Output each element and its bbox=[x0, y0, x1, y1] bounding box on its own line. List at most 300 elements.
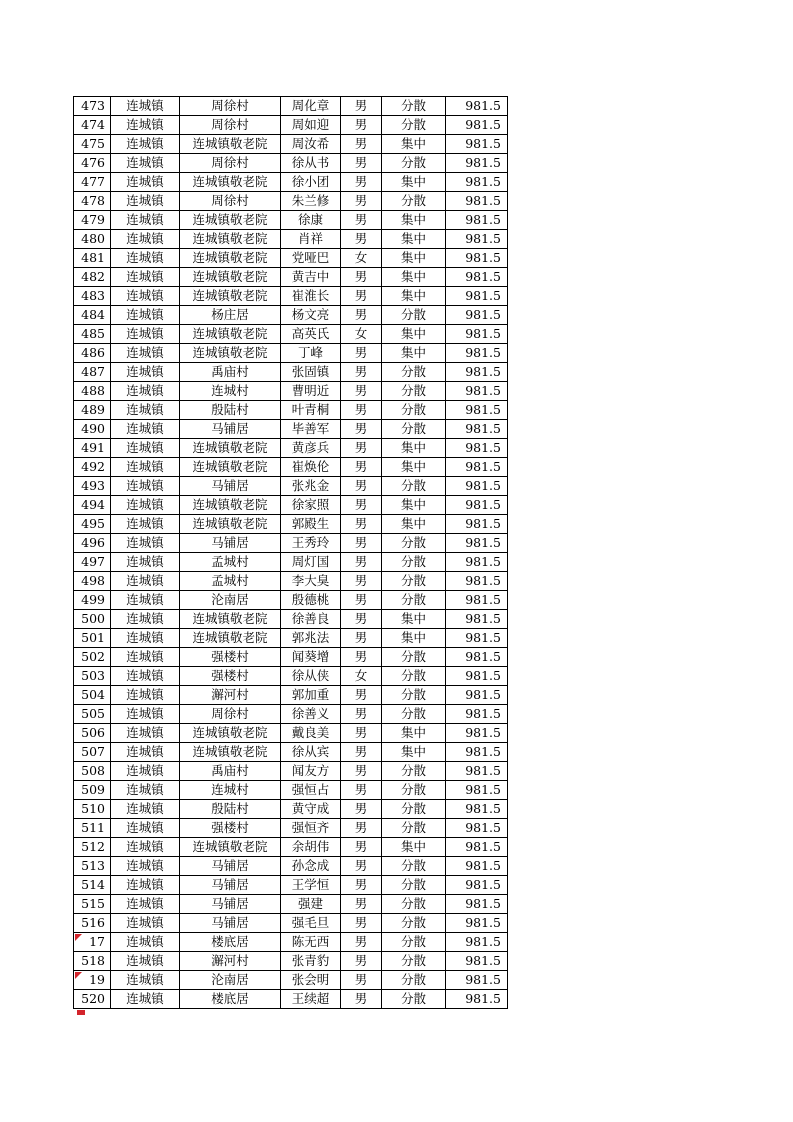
town-cell: 连城镇 bbox=[111, 116, 180, 135]
support-type-cell: 分散 bbox=[382, 781, 446, 800]
row-number: 509 bbox=[74, 781, 111, 800]
name-cell: 徐康 bbox=[281, 211, 341, 230]
town-cell: 连城镇 bbox=[111, 914, 180, 933]
name-cell: 叶青桐 bbox=[281, 401, 341, 420]
name-cell: 戴良美 bbox=[281, 724, 341, 743]
row-number: 510 bbox=[74, 800, 111, 819]
sex-cell: 男 bbox=[341, 458, 382, 477]
row-number: 503 bbox=[74, 667, 111, 686]
table-row bbox=[74, 952, 508, 971]
town-cell: 连城镇 bbox=[111, 895, 180, 914]
name-cell: 杨文亮 bbox=[281, 306, 341, 325]
amount-cell: 981.5 bbox=[446, 116, 508, 135]
town-cell: 连城镇 bbox=[111, 420, 180, 439]
sex-cell: 男 bbox=[341, 268, 382, 287]
town-cell: 连城镇 bbox=[111, 572, 180, 591]
amount-cell: 981.5 bbox=[446, 363, 508, 382]
sex-cell: 男 bbox=[341, 781, 382, 800]
support-type-cell: 分散 bbox=[382, 572, 446, 591]
row-number: 477 bbox=[74, 173, 111, 192]
village-cell: 连城镇敬老院 bbox=[180, 458, 281, 477]
table-row bbox=[74, 306, 508, 325]
town-cell: 连城镇 bbox=[111, 135, 180, 154]
village-cell: 马铺居 bbox=[180, 857, 281, 876]
sex-cell: 男 bbox=[341, 363, 382, 382]
town-cell: 连城镇 bbox=[111, 800, 180, 819]
name-cell: 张兆金 bbox=[281, 477, 341, 496]
table-row bbox=[74, 876, 508, 895]
amount-cell: 981.5 bbox=[446, 496, 508, 515]
row-number: 515 bbox=[74, 895, 111, 914]
sex-cell: 男 bbox=[341, 135, 382, 154]
name-cell: 闻友方 bbox=[281, 762, 341, 781]
sex-cell: 女 bbox=[341, 667, 382, 686]
table-row bbox=[74, 629, 508, 648]
name-cell: 郭殿生 bbox=[281, 515, 341, 534]
amount-cell: 981.5 bbox=[446, 97, 508, 116]
village-cell: 孟城村 bbox=[180, 572, 281, 591]
support-type-cell: 集中 bbox=[382, 211, 446, 230]
town-cell: 连城镇 bbox=[111, 553, 180, 572]
name-cell: 强恒占 bbox=[281, 781, 341, 800]
support-type-cell: 分散 bbox=[382, 192, 446, 211]
village-cell: 连城镇敬老院 bbox=[180, 249, 281, 268]
support-type-cell: 分散 bbox=[382, 686, 446, 705]
village-cell: 连城镇敬老院 bbox=[180, 610, 281, 629]
table-row bbox=[74, 458, 508, 477]
village-cell: 沦南居 bbox=[180, 971, 281, 990]
support-type-cell: 分散 bbox=[382, 116, 446, 135]
row-number: 502 bbox=[74, 648, 111, 667]
sex-cell: 男 bbox=[341, 876, 382, 895]
town-cell: 连城镇 bbox=[111, 534, 180, 553]
village-cell: 楼底居 bbox=[180, 933, 281, 952]
support-type-cell: 集中 bbox=[382, 249, 446, 268]
support-type-cell: 分散 bbox=[382, 382, 446, 401]
amount-cell: 981.5 bbox=[446, 857, 508, 876]
village-cell: 连城镇敬老院 bbox=[180, 344, 281, 363]
row-number: 489 bbox=[74, 401, 111, 420]
sex-cell: 男 bbox=[341, 154, 382, 173]
sex-cell: 男 bbox=[341, 591, 382, 610]
table-row bbox=[74, 686, 508, 705]
town-cell: 连城镇 bbox=[111, 268, 180, 287]
name-cell: 强建 bbox=[281, 895, 341, 914]
name-cell: 崔淮长 bbox=[281, 287, 341, 306]
table-row bbox=[74, 648, 508, 667]
village-cell: 连城镇敬老院 bbox=[180, 496, 281, 515]
amount-cell: 981.5 bbox=[446, 249, 508, 268]
row-number: 475 bbox=[74, 135, 111, 154]
town-cell: 连城镇 bbox=[111, 211, 180, 230]
town-cell: 连城镇 bbox=[111, 610, 180, 629]
row-number: 498 bbox=[74, 572, 111, 591]
town-cell: 连城镇 bbox=[111, 667, 180, 686]
amount-cell: 981.5 bbox=[446, 306, 508, 325]
support-type-cell: 集中 bbox=[382, 439, 446, 458]
table-row bbox=[74, 572, 508, 591]
amount-cell: 981.5 bbox=[446, 268, 508, 287]
support-type-cell: 集中 bbox=[382, 610, 446, 629]
row-number: 483 bbox=[74, 287, 111, 306]
name-cell: 王续超 bbox=[281, 990, 341, 1009]
name-cell: 王学恒 bbox=[281, 876, 341, 895]
name-cell: 黄吉中 bbox=[281, 268, 341, 287]
support-type-cell: 集中 bbox=[382, 629, 446, 648]
village-cell: 马铺居 bbox=[180, 477, 281, 496]
support-type-cell: 分散 bbox=[382, 667, 446, 686]
table-row bbox=[74, 420, 508, 439]
support-type-cell: 集中 bbox=[382, 230, 446, 249]
row-number: 487 bbox=[74, 363, 111, 382]
row-number: 499 bbox=[74, 591, 111, 610]
village-cell: 连城镇敬老院 bbox=[180, 838, 281, 857]
name-cell: 周汝希 bbox=[281, 135, 341, 154]
support-type-cell: 集中 bbox=[382, 838, 446, 857]
town-cell: 连城镇 bbox=[111, 458, 180, 477]
name-cell: 朱兰修 bbox=[281, 192, 341, 211]
table-row bbox=[74, 743, 508, 762]
row-number: 492 bbox=[74, 458, 111, 477]
town-cell: 连城镇 bbox=[111, 325, 180, 344]
sex-cell: 男 bbox=[341, 743, 382, 762]
sex-cell: 男 bbox=[341, 306, 382, 325]
village-cell: 连城镇敬老院 bbox=[180, 173, 281, 192]
row-number: 518 bbox=[74, 952, 111, 971]
village-cell: 连城镇敬老院 bbox=[180, 135, 281, 154]
support-type-cell: 分散 bbox=[382, 306, 446, 325]
sex-cell: 男 bbox=[341, 401, 382, 420]
row-number: 516 bbox=[74, 914, 111, 933]
row-number: 473 bbox=[74, 97, 111, 116]
support-type-cell: 分散 bbox=[382, 401, 446, 420]
amount-cell: 981.5 bbox=[446, 743, 508, 762]
village-cell: 强楼村 bbox=[180, 819, 281, 838]
row-number: 491 bbox=[74, 439, 111, 458]
village-cell: 周徐村 bbox=[180, 116, 281, 135]
sex-cell: 男 bbox=[341, 705, 382, 724]
row-number: 505 bbox=[74, 705, 111, 724]
support-type-cell: 分散 bbox=[382, 914, 446, 933]
sex-cell: 男 bbox=[341, 819, 382, 838]
sex-cell: 男 bbox=[341, 933, 382, 952]
support-type-cell: 分散 bbox=[382, 762, 446, 781]
row-number: 19 bbox=[74, 971, 111, 990]
village-cell: 沦南居 bbox=[180, 591, 281, 610]
table-row bbox=[74, 705, 508, 724]
table-row bbox=[74, 515, 508, 534]
support-type-cell: 分散 bbox=[382, 876, 446, 895]
sex-cell: 男 bbox=[341, 838, 382, 857]
sex-cell: 男 bbox=[341, 857, 382, 876]
row-number: 476 bbox=[74, 154, 111, 173]
village-cell: 连城村 bbox=[180, 781, 281, 800]
name-cell: 徐从宾 bbox=[281, 743, 341, 762]
amount-cell: 981.5 bbox=[446, 610, 508, 629]
table-row bbox=[74, 914, 508, 933]
support-type-cell: 集中 bbox=[382, 724, 446, 743]
village-cell: 连城镇敬老院 bbox=[180, 515, 281, 534]
row-number: 504 bbox=[74, 686, 111, 705]
sex-cell: 男 bbox=[341, 610, 382, 629]
amount-cell: 981.5 bbox=[446, 458, 508, 477]
amount-cell: 981.5 bbox=[446, 990, 508, 1009]
support-type-cell: 分散 bbox=[382, 800, 446, 819]
amount-cell: 981.5 bbox=[446, 629, 508, 648]
sex-cell: 男 bbox=[341, 515, 382, 534]
row-number: 493 bbox=[74, 477, 111, 496]
town-cell: 连城镇 bbox=[111, 154, 180, 173]
town-cell: 连城镇 bbox=[111, 705, 180, 724]
sex-cell: 男 bbox=[341, 211, 382, 230]
sex-cell: 男 bbox=[341, 116, 382, 135]
support-type-cell: 分散 bbox=[382, 553, 446, 572]
sex-cell: 男 bbox=[341, 382, 382, 401]
sex-cell: 男 bbox=[341, 534, 382, 553]
village-cell: 马铺居 bbox=[180, 876, 281, 895]
town-cell: 连城镇 bbox=[111, 97, 180, 116]
amount-cell: 981.5 bbox=[446, 401, 508, 420]
support-type-cell: 分散 bbox=[382, 933, 446, 952]
support-type-cell: 分散 bbox=[382, 819, 446, 838]
comment-marker-stub bbox=[77, 1010, 85, 1015]
table-row bbox=[74, 344, 508, 363]
sex-cell: 男 bbox=[341, 952, 382, 971]
sex-cell: 男 bbox=[341, 287, 382, 306]
sex-cell: 男 bbox=[341, 344, 382, 363]
name-cell: 徐善良 bbox=[281, 610, 341, 629]
amount-cell: 981.5 bbox=[446, 819, 508, 838]
support-type-cell: 分散 bbox=[382, 990, 446, 1009]
name-cell: 王秀玲 bbox=[281, 534, 341, 553]
table-row bbox=[74, 268, 508, 287]
name-cell: 张会明 bbox=[281, 971, 341, 990]
table-row bbox=[74, 781, 508, 800]
village-cell: 马铺居 bbox=[180, 895, 281, 914]
sex-cell: 男 bbox=[341, 192, 382, 211]
row-number: 481 bbox=[74, 249, 111, 268]
village-cell: 马铺居 bbox=[180, 914, 281, 933]
name-cell: 丁峰 bbox=[281, 344, 341, 363]
row-number: 478 bbox=[74, 192, 111, 211]
sex-cell: 男 bbox=[341, 477, 382, 496]
support-type-cell: 集中 bbox=[382, 496, 446, 515]
town-cell: 连城镇 bbox=[111, 781, 180, 800]
name-cell: 周化章 bbox=[281, 97, 341, 116]
village-cell: 殷陆村 bbox=[180, 800, 281, 819]
support-type-cell: 分散 bbox=[382, 97, 446, 116]
row-number: 490 bbox=[74, 420, 111, 439]
village-cell: 强楼村 bbox=[180, 648, 281, 667]
row-number: 514 bbox=[74, 876, 111, 895]
sex-cell: 女 bbox=[341, 325, 382, 344]
village-cell: 马铺居 bbox=[180, 534, 281, 553]
village-cell: 连城镇敬老院 bbox=[180, 268, 281, 287]
sex-cell: 男 bbox=[341, 97, 382, 116]
support-type-cell: 集中 bbox=[382, 268, 446, 287]
name-cell: 曹明近 bbox=[281, 382, 341, 401]
sex-cell: 男 bbox=[341, 971, 382, 990]
town-cell: 连城镇 bbox=[111, 686, 180, 705]
town-cell: 连城镇 bbox=[111, 363, 180, 382]
amount-cell: 981.5 bbox=[446, 724, 508, 743]
support-type-cell: 集中 bbox=[382, 135, 446, 154]
row-number: 511 bbox=[74, 819, 111, 838]
table-row bbox=[74, 591, 508, 610]
sex-cell: 男 bbox=[341, 914, 382, 933]
name-cell: 徐善义 bbox=[281, 705, 341, 724]
amount-cell: 981.5 bbox=[446, 135, 508, 154]
village-cell: 澥河村 bbox=[180, 686, 281, 705]
support-type-cell: 分散 bbox=[382, 534, 446, 553]
amount-cell: 981.5 bbox=[446, 648, 508, 667]
town-cell: 连城镇 bbox=[111, 762, 180, 781]
name-cell: 党哑巴 bbox=[281, 249, 341, 268]
town-cell: 连城镇 bbox=[111, 876, 180, 895]
table-row bbox=[74, 857, 508, 876]
name-cell: 徐从侠 bbox=[281, 667, 341, 686]
row-number: 488 bbox=[74, 382, 111, 401]
support-type-cell: 分散 bbox=[382, 363, 446, 382]
town-cell: 连城镇 bbox=[111, 439, 180, 458]
row-number: 501 bbox=[74, 629, 111, 648]
row-number: 480 bbox=[74, 230, 111, 249]
amount-cell: 981.5 bbox=[446, 667, 508, 686]
town-cell: 连城镇 bbox=[111, 990, 180, 1009]
town-cell: 连城镇 bbox=[111, 287, 180, 306]
amount-cell: 981.5 bbox=[446, 591, 508, 610]
village-cell: 周徐村 bbox=[180, 154, 281, 173]
name-cell: 肖祥 bbox=[281, 230, 341, 249]
table-row bbox=[74, 173, 508, 192]
support-type-cell: 集中 bbox=[382, 344, 446, 363]
row-number: 485 bbox=[74, 325, 111, 344]
table-row bbox=[74, 667, 508, 686]
sex-cell: 男 bbox=[341, 686, 382, 705]
table-row bbox=[74, 249, 508, 268]
town-cell: 连城镇 bbox=[111, 724, 180, 743]
sex-cell: 男 bbox=[341, 230, 382, 249]
village-cell: 澥河村 bbox=[180, 952, 281, 971]
table-row bbox=[74, 192, 508, 211]
row-number: 508 bbox=[74, 762, 111, 781]
town-cell: 连城镇 bbox=[111, 933, 180, 952]
table-row bbox=[74, 971, 508, 990]
table-row bbox=[74, 439, 508, 458]
table-row bbox=[74, 116, 508, 135]
amount-cell: 981.5 bbox=[446, 287, 508, 306]
table-row bbox=[74, 230, 508, 249]
table-row bbox=[74, 762, 508, 781]
support-type-cell: 集中 bbox=[382, 515, 446, 534]
sex-cell: 男 bbox=[341, 990, 382, 1009]
village-cell: 连城镇敬老院 bbox=[180, 629, 281, 648]
table-row bbox=[74, 553, 508, 572]
name-cell: 毕善军 bbox=[281, 420, 341, 439]
town-cell: 连城镇 bbox=[111, 743, 180, 762]
name-cell: 徐从书 bbox=[281, 154, 341, 173]
amount-cell: 981.5 bbox=[446, 382, 508, 401]
table-row bbox=[74, 990, 508, 1009]
village-cell: 周徐村 bbox=[180, 192, 281, 211]
amount-cell: 981.5 bbox=[446, 705, 508, 724]
town-cell: 连城镇 bbox=[111, 192, 180, 211]
amount-cell: 981.5 bbox=[446, 534, 508, 553]
row-number: 484 bbox=[74, 306, 111, 325]
support-type-cell: 分散 bbox=[382, 952, 446, 971]
table-row bbox=[74, 819, 508, 838]
table-row bbox=[74, 724, 508, 743]
row-number: 500 bbox=[74, 610, 111, 629]
table-row bbox=[74, 477, 508, 496]
table-row bbox=[74, 800, 508, 819]
town-cell: 连城镇 bbox=[111, 230, 180, 249]
sex-cell: 男 bbox=[341, 496, 382, 515]
amount-cell: 981.5 bbox=[446, 800, 508, 819]
sex-cell: 男 bbox=[341, 724, 382, 743]
table-row bbox=[74, 97, 508, 116]
table-row bbox=[74, 287, 508, 306]
amount-cell: 981.5 bbox=[446, 230, 508, 249]
village-cell: 禹庙村 bbox=[180, 363, 281, 382]
row-number: 512 bbox=[74, 838, 111, 857]
sex-cell: 男 bbox=[341, 572, 382, 591]
amount-cell: 981.5 bbox=[446, 515, 508, 534]
town-cell: 连城镇 bbox=[111, 857, 180, 876]
village-cell: 杨庄居 bbox=[180, 306, 281, 325]
support-type-cell: 分散 bbox=[382, 971, 446, 990]
name-cell: 郭加重 bbox=[281, 686, 341, 705]
table-row bbox=[74, 933, 508, 952]
name-cell: 徐小团 bbox=[281, 173, 341, 192]
amount-cell: 981.5 bbox=[446, 477, 508, 496]
table-row bbox=[74, 135, 508, 154]
row-number: 495 bbox=[74, 515, 111, 534]
table-row bbox=[74, 895, 508, 914]
amount-cell: 981.5 bbox=[446, 781, 508, 800]
name-cell: 徐家照 bbox=[281, 496, 341, 515]
town-cell: 连城镇 bbox=[111, 477, 180, 496]
table-row bbox=[74, 382, 508, 401]
table-row bbox=[74, 610, 508, 629]
town-cell: 连城镇 bbox=[111, 382, 180, 401]
table-row bbox=[74, 496, 508, 515]
row-number: 494 bbox=[74, 496, 111, 515]
amount-cell: 981.5 bbox=[446, 914, 508, 933]
support-type-cell: 集中 bbox=[382, 173, 446, 192]
support-type-cell: 分散 bbox=[382, 648, 446, 667]
village-cell: 连城镇敬老院 bbox=[180, 287, 281, 306]
village-cell: 强楼村 bbox=[180, 667, 281, 686]
support-type-cell: 分散 bbox=[382, 857, 446, 876]
row-number: 482 bbox=[74, 268, 111, 287]
name-cell: 陈无西 bbox=[281, 933, 341, 952]
sex-cell: 男 bbox=[341, 800, 382, 819]
amount-cell: 981.5 bbox=[446, 686, 508, 705]
sex-cell: 男 bbox=[341, 762, 382, 781]
town-cell: 连城镇 bbox=[111, 838, 180, 857]
name-cell: 周如迎 bbox=[281, 116, 341, 135]
sex-cell: 男 bbox=[341, 439, 382, 458]
village-cell: 连城镇敬老院 bbox=[180, 724, 281, 743]
town-cell: 连城镇 bbox=[111, 249, 180, 268]
table-row bbox=[74, 154, 508, 173]
amount-cell: 981.5 bbox=[446, 344, 508, 363]
village-cell: 连城镇敬老院 bbox=[180, 325, 281, 344]
village-cell: 孟城村 bbox=[180, 553, 281, 572]
amount-cell: 981.5 bbox=[446, 325, 508, 344]
town-cell: 连城镇 bbox=[111, 496, 180, 515]
